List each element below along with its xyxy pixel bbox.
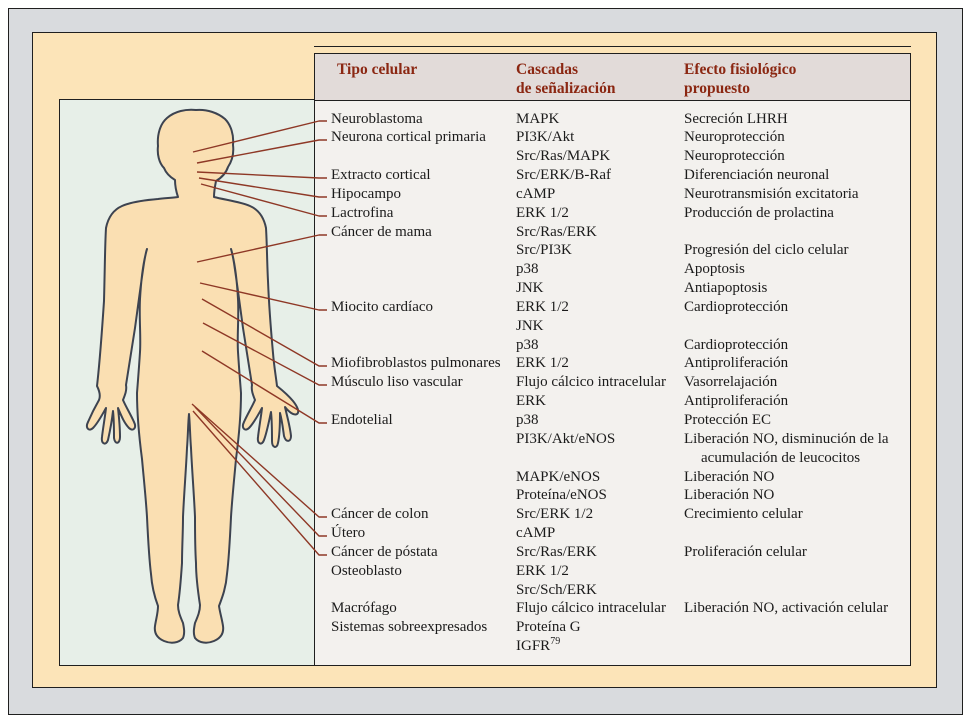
effect-label: Producción de prolactina xyxy=(684,204,834,221)
signaling-table xyxy=(314,53,911,666)
table-row xyxy=(315,110,910,129)
table-row xyxy=(315,317,910,336)
inner-panel xyxy=(32,32,937,688)
cell-type-label: Útero xyxy=(331,525,366,542)
table-row xyxy=(315,618,910,637)
effect-label: Vasorrelajación xyxy=(684,374,778,391)
cascade-label: Src/Ras/ERK xyxy=(516,223,597,240)
cell-type-label: Extracto cortical xyxy=(331,167,431,184)
table-row xyxy=(315,354,910,373)
table-row xyxy=(315,449,910,468)
table-row xyxy=(315,336,910,355)
cell-type-label: Neurona cortical primaria xyxy=(331,129,486,146)
table-body xyxy=(315,101,910,656)
table-row xyxy=(315,373,910,392)
header-cascadas xyxy=(516,60,615,98)
table-row xyxy=(315,223,910,242)
cascade-label: Src/ERK 1/2 xyxy=(516,506,594,523)
effect-label: acumulación de leucocitos xyxy=(701,449,861,466)
cell-type-label: Neuroblastoma xyxy=(331,110,423,127)
cell-type-label: Lactrofina xyxy=(331,204,394,221)
cascade-label: p38 xyxy=(516,412,539,428)
cell-type-label: Hipocampo xyxy=(331,185,401,202)
cascade-label: PI3K/Akt/eNOS xyxy=(516,430,616,447)
table-row xyxy=(315,298,910,317)
cell-type-label: Endotelial xyxy=(331,412,393,428)
table-row xyxy=(315,599,910,618)
cascade-label: p38 xyxy=(516,336,539,353)
table-row xyxy=(315,562,910,581)
cascade-label: PI3K/Akt xyxy=(516,129,575,146)
cascade-label: JNK xyxy=(516,280,544,297)
effect-label: Secreción LHRH xyxy=(684,110,788,127)
table-row xyxy=(315,430,910,449)
effect-label: Apoptosis xyxy=(684,261,745,278)
cell-type-label: Sistemas sobreexpresados xyxy=(331,619,488,636)
table-row xyxy=(315,543,910,562)
effect-label: Antiproliferación xyxy=(684,355,789,372)
effect-label: Crecimiento celular xyxy=(684,506,803,523)
table-row xyxy=(315,392,910,411)
effect-label: Neuroprotección xyxy=(684,148,785,165)
header-tipo-celular xyxy=(337,60,417,79)
cascade-label: Proteína/eNOS xyxy=(516,487,607,504)
table-row xyxy=(315,260,910,279)
header-efecto xyxy=(684,60,796,98)
outer-frame xyxy=(8,8,963,715)
effect-label: Liberación NO, activación celular xyxy=(684,600,889,617)
effect-label: Cardioprotección xyxy=(684,336,789,353)
body-panel xyxy=(59,99,315,666)
table-row xyxy=(315,279,910,298)
effect-label: Protección EC xyxy=(684,412,772,428)
cascade-label: Flujo cálcico intracelular xyxy=(516,374,666,391)
cell-type-label: Cáncer de póstata xyxy=(331,543,438,560)
cascade-label: IGFR$^{79}$ xyxy=(516,636,561,655)
effect-label: Liberación NO, disminución de la xyxy=(684,430,889,447)
table-row xyxy=(315,505,910,524)
header-tipo-celular-text: Tipo celular xyxy=(337,61,418,78)
table-header xyxy=(315,54,910,101)
effect-label: Liberación NO xyxy=(684,468,775,485)
header-efecto-line2: propuesto xyxy=(684,80,751,97)
cell-type-label: Miocito cardíaco xyxy=(331,298,434,315)
table-row xyxy=(315,147,910,166)
header-cascadas-line2: de señalización xyxy=(516,80,616,97)
cascade-label: Flujo cálcico intracelular xyxy=(516,600,666,617)
cascade-label: Src/Sch/ERK xyxy=(516,581,597,598)
cascade-label: cAMP xyxy=(516,525,556,542)
cascade-label: Src/Ras/MAPK xyxy=(516,148,611,165)
table-row xyxy=(315,411,910,430)
table-row xyxy=(315,468,910,487)
cell-type-label: Cáncer de mama xyxy=(331,223,432,240)
cascade-label: ERK 1/2 xyxy=(516,298,569,315)
cascade-label: ERK xyxy=(516,393,546,410)
table-row xyxy=(315,128,910,147)
cascade-label: ERK 1/2 xyxy=(516,355,569,372)
cascade-label: cAMP xyxy=(516,185,556,202)
table-row xyxy=(315,581,910,600)
table-row xyxy=(315,204,910,223)
cell-type-label: Macrófago xyxy=(331,600,397,617)
header-cascadas-line1: Cascadas xyxy=(516,61,579,78)
cascade-label: JNK xyxy=(516,317,544,334)
superscript-reference: 79 xyxy=(550,636,561,648)
cascade-label: p38 xyxy=(516,261,539,278)
cascade-label: ERK 1/2 xyxy=(516,562,569,579)
cascade-label: MAPK xyxy=(516,110,560,127)
effect-label: Antiproliferación xyxy=(684,393,789,410)
cascade-label: ERK 1/2 xyxy=(516,204,569,221)
table-row xyxy=(315,185,910,204)
table-row xyxy=(315,637,910,656)
table-row xyxy=(315,241,910,260)
effect-label: Proliferación celular xyxy=(684,543,807,560)
table-row xyxy=(315,524,910,543)
cascade-label: MAPK/eNOS xyxy=(516,468,601,485)
header-efecto-line1: Efecto fisiológico xyxy=(684,61,797,78)
effect-label: Neurotransmisión excitatoria xyxy=(684,185,859,202)
effect-label: Diferenciación neuronal xyxy=(684,167,830,184)
cascade-label: Proteína G xyxy=(516,619,581,636)
table-top-rule xyxy=(314,46,911,47)
table-row xyxy=(315,166,910,185)
table-row xyxy=(315,486,910,505)
effect-label: Progresión del ciclo celular xyxy=(684,242,849,259)
effect-label: Neuroprotección xyxy=(684,129,785,146)
cascade-label: Src/PI3K xyxy=(516,242,572,259)
cascade-label: Src/Ras/ERK xyxy=(516,543,597,560)
cell-type-label: Cáncer de colon xyxy=(331,506,429,523)
cascade-label: Src/ERK/B-Raf xyxy=(516,167,611,184)
cell-type-label: Osteoblasto xyxy=(331,562,402,579)
effect-label: Cardioprotección xyxy=(684,298,789,315)
cell-type-label: Miofibroblastos pulmonares xyxy=(331,355,501,372)
cell-type-label: Músculo liso vascular xyxy=(331,374,463,391)
effect-label: Liberación NO xyxy=(684,487,775,504)
effect-label: Antiapoptosis xyxy=(684,280,768,297)
